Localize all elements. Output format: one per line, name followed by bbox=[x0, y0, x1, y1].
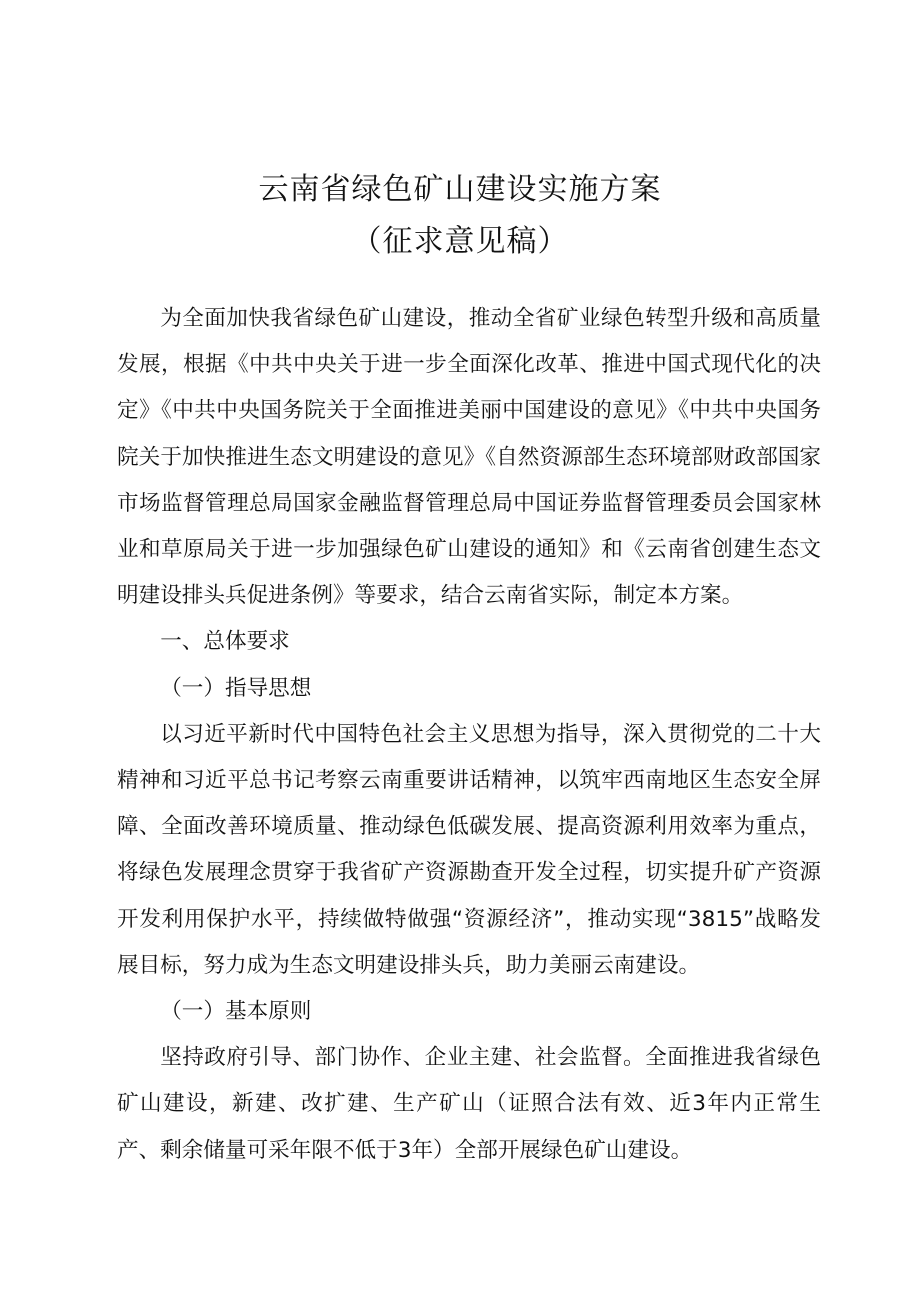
document-title: 云南省绿色矿山建设实施方案 bbox=[258, 172, 662, 207]
subsection-heading-basic-principles: （一）基本原则 bbox=[160, 999, 312, 1025]
intro-paragraph: 为全面加快我省绿色矿山建设，推动全省矿业绿色转型升级和高质量发展，根据《中共中央关于进一步全面深化改革、推进中国式现代化的决定》《中共中央国务院关于全面推进美丽中国建设的意见》《中共中央国务院关于加快推进生态文明建设的意见》《自然资源部生态环境部财政部国家市场监督管理总局国家金融监督管理总局中国证券监督管理委员会国家林业和草原局关于进一步加强绿色矿山建设的通知》和《云南省创建生态文明建设排头兵促进条例》等要求，结合云南省实际，制定本方案。 bbox=[117, 306, 821, 609]
subsection-heading-guiding-ideology: （一）指导思想 bbox=[160, 675, 312, 701]
guiding-ideology-paragraph: 以习近平新时代中国特色社会主义思想为指导，深入贯彻党的二十大精神和习近平总书记考察云南重要讲话精神，以筑牢西南地区生态安全屏障、全面改善环境质量、推动绿色低碳发展、提高资源利用效率为重点，将绿色发展理念贯穿于我省矿产资源勘查开发全过程，切实提升矿产资源开发利用保护水平，持续做特做强“资源经济”，推动实现“3815”战略发展目标，努力成为生态文明建设排头兵，助力美丽云南建设。 bbox=[117, 721, 821, 978]
document-subtitle: （征求意见稿） bbox=[351, 224, 569, 259]
document-body bbox=[117, 296, 821, 1174]
basic-principles-paragraph: 坚持政府引导、部门协作、企业主建、社会监督。全面推进我省绿色矿山建设，新建、改扩建、生产矿山（证照合法有效、近3年内正常生产、剩余储量可采年限不低于3年）全部开展绿色矿山建设。 bbox=[117, 1045, 821, 1163]
section-heading-general-requirements: 一、总体要求 bbox=[160, 629, 290, 655]
